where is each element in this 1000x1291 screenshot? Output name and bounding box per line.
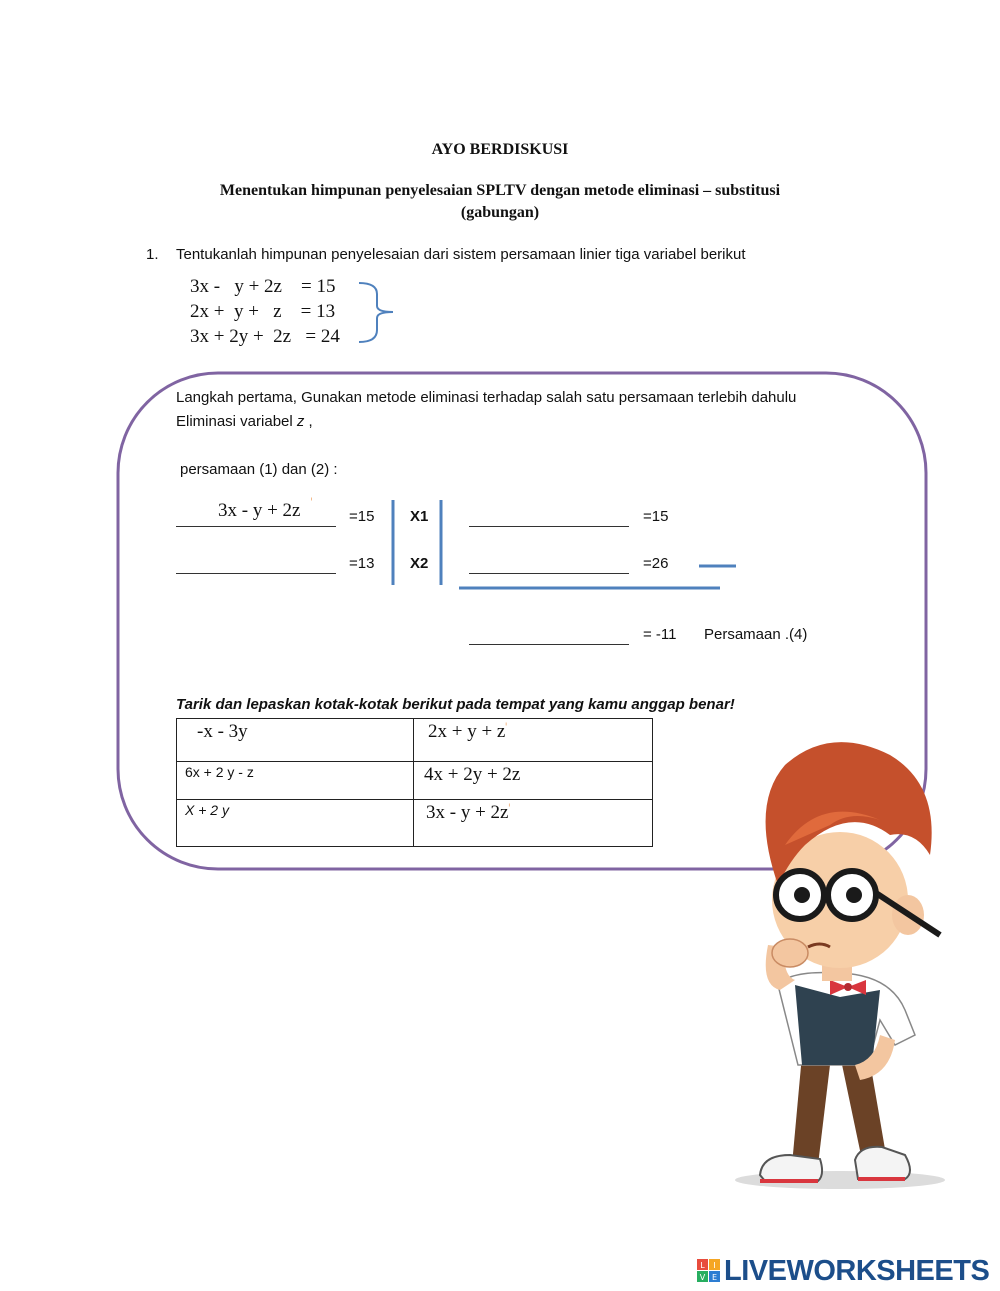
question-number: 1. (146, 246, 159, 263)
badge-letter: V (699, 1273, 706, 1282)
equation-2: 2x + y + z = 13 (190, 301, 336, 322)
right-result-row1: =15 (643, 508, 669, 525)
blank-left-row1-fill[interactable]: 3x - y + 2z (218, 500, 301, 521)
page-subtitle-line1: Menentukan himpunan penyelesaian SPLTV dengan metode eliminasi – substitusi (219, 182, 781, 199)
badge-letter: I (713, 1261, 716, 1270)
drop-marker-icon: ⁱ (508, 802, 510, 811)
table-row (177, 762, 653, 800)
drop-marker-icon: ⁱ (505, 721, 507, 730)
option-text[interactable]: -x - 3y (197, 721, 248, 742)
badge-letter: E (711, 1273, 718, 1282)
step-eliminate-prefix: Eliminasi variabel (176, 413, 297, 430)
step-eliminate-variable: z (296, 413, 305, 430)
left-result-row1: =15 (349, 508, 375, 525)
table-row (177, 719, 653, 762)
step-instruction: Langkah pertama, Gunakan metode eliminasi terhadap salah satu persamaan terlebih dahulu (176, 389, 797, 406)
option-draggable[interactable] (414, 762, 653, 800)
answer-options-table (176, 718, 653, 847)
option-text[interactable]: 6x + 2 y - z (185, 764, 254, 780)
page-title: AYO BERDISKUSI (431, 141, 569, 158)
pair-label: persamaan (1) dan (2) : (180, 461, 338, 478)
table-row (177, 800, 653, 847)
blank-final-result[interactable] (469, 626, 629, 645)
liveworksheets-badge-icon (697, 1259, 721, 1283)
option-text[interactable]: 4x + 2y + 2z (424, 764, 521, 785)
badge-letter: L (700, 1261, 705, 1270)
page-subtitle-line2: (gabungan) (460, 204, 540, 221)
option-text[interactable]: 2x + y + z (428, 721, 506, 742)
multiplier-row1: X1 (410, 508, 429, 525)
drop-marker-icon: ⁱ (311, 496, 313, 505)
equation-1: 3x - y + 2z = 15 (190, 276, 336, 297)
liveworksheets-logo: LIVEWORKSHEETS (724, 1255, 990, 1287)
thinking-boy-illustration (690, 735, 960, 1195)
question-text: Tentukanlah himpunan penyelesaian dari sistem persamaan linier tiga variabel berikut (176, 246, 746, 263)
option-draggable[interactable] (177, 800, 414, 847)
equation-3: 3x + 2y + 2z = 24 (190, 326, 340, 347)
option-draggable[interactable] (414, 800, 653, 847)
multiplier-row2: X2 (410, 555, 429, 572)
option-draggable[interactable] (177, 762, 414, 800)
final-equation-label: Persamaan .(4) (704, 626, 808, 643)
right-result-row2: =26 (643, 555, 669, 572)
option-draggable[interactable] (177, 719, 414, 762)
final-result: = -11 (643, 626, 677, 643)
option-text[interactable]: 3x - y + 2z (426, 802, 509, 823)
option-text[interactable]: X + 2 y (185, 802, 229, 818)
left-result-row2: =13 (349, 555, 375, 572)
step-eliminate-suffix: , (304, 413, 313, 430)
drag-instruction: Tarik dan lepaskan kotak-kotak berikut pada tempat yang kamu anggap benar! (176, 696, 735, 713)
option-draggable[interactable] (414, 719, 653, 762)
